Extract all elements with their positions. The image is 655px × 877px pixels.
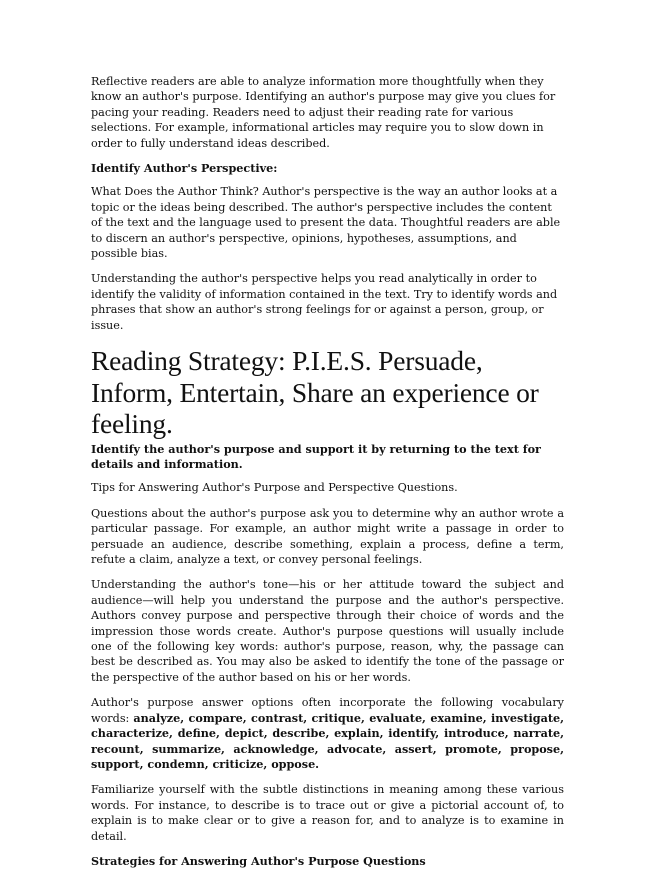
heading-identify-purpose: Identify the author's purpose and support it by returning to the text for details and information. — [91, 441, 541, 471]
paragraph-familiarize: Familiarize yourself with the subtle distinctions in meaning among these various words. For instance, to describe is to trace out or give a pictorial account of, to explain is to make clear or to give a reason for, and to analyze is to examine in detail. — [91, 783, 564, 843]
paragraph-reflective-readers: Reflective readers are able to analyze information more thoughtfully when they know an author's purpose. Identifying an author's purpose may give you clues for pacing your reading. Readers need to adjust their reading rate for various selections. For example, informational articles may require you to slow down in order to fully understand ideas described. — [91, 75, 556, 150]
paragraph-author-tone: Understanding the author's tone—his or her attitude toward the subject and audience—will help you understand the purpose and the author's perspective. Authors convey purpose and perspective through their choice of words and the impression those words create. Author's purpose questions will usually include one of the following key words: author's purpose, reason, why, the passage can best be described as. You may also be asked to identify the tone of the passage or the perspective of the author based on his or her words. — [91, 578, 564, 684]
paragraph-understanding-perspective: Understanding the author's perspective helps you read analytically in order to identify the validity of information contained in the text. Try to identify words and phrases that show an author's strong feelings for or against a person, group, or issue. — [91, 272, 558, 332]
document-body — [91, 74, 564, 877]
paragraph-what-does-author-think: What Does the Author Think? Author's perspective is the way an author looks at a topic or the ideas being described. The author's perspective includes the content of the text and the language used to present the data. Thoughtful readers are able to discern an author's perspective, opinions, hypotheses, assumptions, and possible bias. — [91, 185, 561, 261]
heading-strategies-answering: Strategies for Answering Author's Purpose Questions — [91, 853, 426, 868]
heading-reading-strategy: Reading Strategy: P.I.E.S. Persuade, Inform, Entertain, Share an experience or feeling. — [91, 345, 539, 440]
paragraph-tips: Tips for Answering Author's Purpose and Perspective Questions. — [91, 481, 458, 495]
paragraph-vocabulary — [91, 695, 564, 772]
heading-identify-perspective: Identify Author's Perspective: — [91, 161, 278, 176]
paragraph-questions-about-purpose: Questions about the author's purpose ask you to determine why an author wrote a particular passage. For example, an author might write a passage in order to persuade an audience, describe something, explain a process, define a term, refute a claim, analyze a text, or convey personal feelings. — [91, 506, 564, 567]
vocabulary-words: analyze, compare, contrast, critique, evaluate, examine, investigate, characterize, define, depict, describe, explain, identify, introduce, narrate, recount, summarize, acknowledge, advocate, assert, promote, propose, support, condemn, criticize, oppose. — [91, 710, 564, 771]
vocabulary-intro: Author's purpose answer options often incorporate the following vocabulary words: — [91, 696, 564, 725]
